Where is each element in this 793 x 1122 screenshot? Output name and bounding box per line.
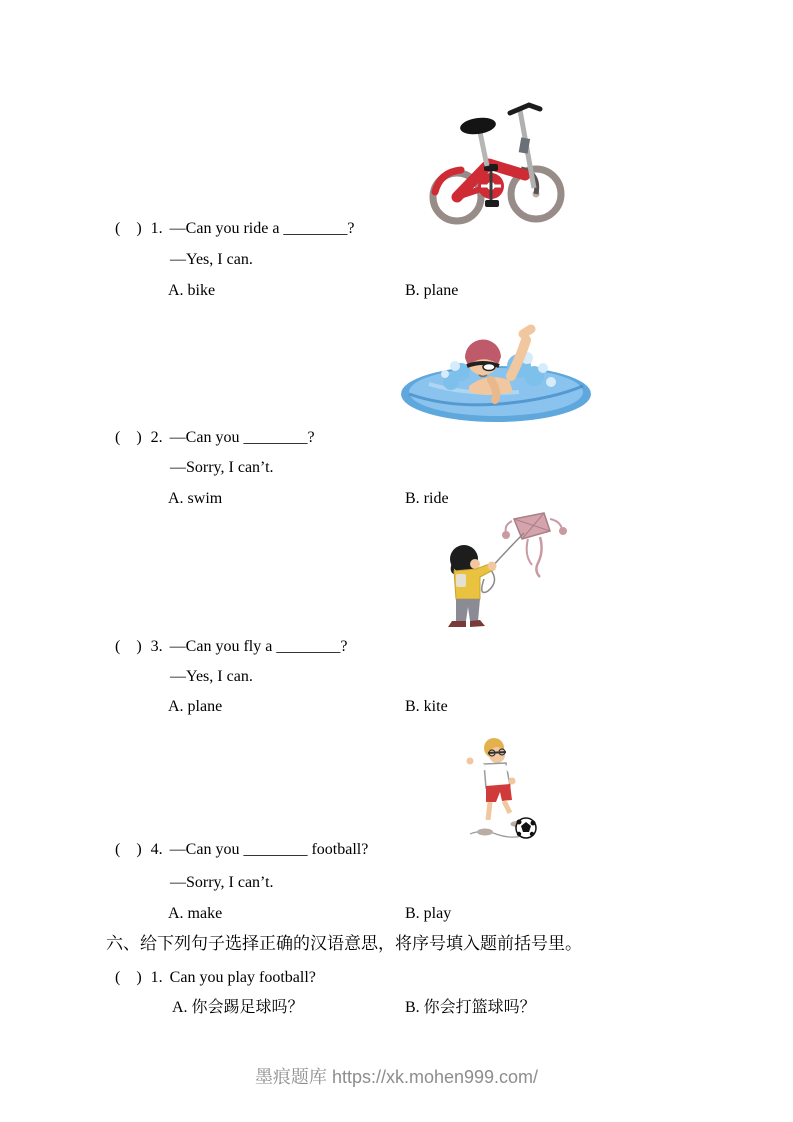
q4-options-row (0, 904, 793, 923)
q1-prompt: —Can you ride a ________? (169, 220, 355, 237)
q4-option-a: A. make (168, 905, 223, 922)
q2-answer-bracket: ( ) (115, 429, 142, 446)
q2-prompt-line (115, 428, 315, 447)
q3-prompt: —Can you fly a ________? (169, 638, 348, 655)
q2-number: 2. (150, 429, 163, 446)
swimming-graphic (399, 322, 593, 424)
swimming-image (399, 322, 593, 424)
football-graphic (462, 738, 547, 840)
bike-graphic (427, 100, 565, 228)
q4-prompt-line (115, 840, 368, 859)
footer-watermark: 墨痕题库 https://xk.mohen999.com/ (254, 1067, 539, 1087)
q3-answer-bracket: ( ) (115, 638, 142, 655)
q3-option-b: B. kite (405, 698, 448, 715)
s6-q1-option-b: B. 你会打篮球吗？ (405, 999, 536, 1016)
q1-options-row (0, 281, 793, 300)
kite-graphic (428, 507, 576, 640)
s6-q1-options-row (0, 998, 793, 1017)
bike-image (427, 100, 565, 228)
q3-response-line (170, 667, 253, 686)
q3-number: 3. (150, 638, 163, 655)
q4-prompt: —Can you ________ football? (169, 841, 369, 858)
q4-number: 4. (150, 841, 163, 858)
q4-answer-bracket: ( ) (115, 841, 142, 858)
q2-response: —Sorry, I can’t. (170, 459, 274, 476)
q3-prompt-line (115, 637, 347, 656)
q4-option-b: B. play (405, 905, 452, 922)
kite-image (428, 507, 576, 640)
s6-q1-answer-bracket: ( ) (115, 969, 142, 986)
s6-q1-option-a: A. 你会踢足球吗？ (172, 999, 304, 1016)
q3-response: —Yes, I can. (170, 668, 253, 685)
q1-response-line (170, 250, 253, 269)
q2-prompt: —Can you ________? (169, 429, 315, 446)
q1-option-b: B. plane (405, 282, 459, 299)
football-image (462, 738, 547, 840)
q4-response: —Sorry, I can’t. (170, 874, 274, 891)
q2-response-line (170, 458, 274, 477)
q2-options-row (0, 489, 793, 508)
q1-answer-bracket: ( ) (115, 220, 142, 237)
q3-options-row (0, 697, 793, 716)
q4-response-line (170, 873, 274, 892)
q3-option-a: A. plane (168, 698, 223, 715)
q1-option-a: A. bike (168, 282, 216, 299)
s6-q1-prompt-line (115, 968, 316, 987)
q1-number: 1. (150, 220, 163, 237)
q2-option-a: A. swim (168, 490, 223, 507)
s6-q1-prompt: Can you play football? (169, 969, 316, 986)
s6-q1-number: 1. (150, 969, 163, 986)
q1-prompt-line (115, 219, 355, 238)
section6-heading: 六、给下列句子选择正确的汉语意思，将序号填入题前括号里。 (106, 934, 582, 953)
soccer-ball (516, 818, 536, 838)
q1-response: —Yes, I can. (170, 251, 253, 268)
q2-option-b: B. ride (405, 490, 449, 507)
